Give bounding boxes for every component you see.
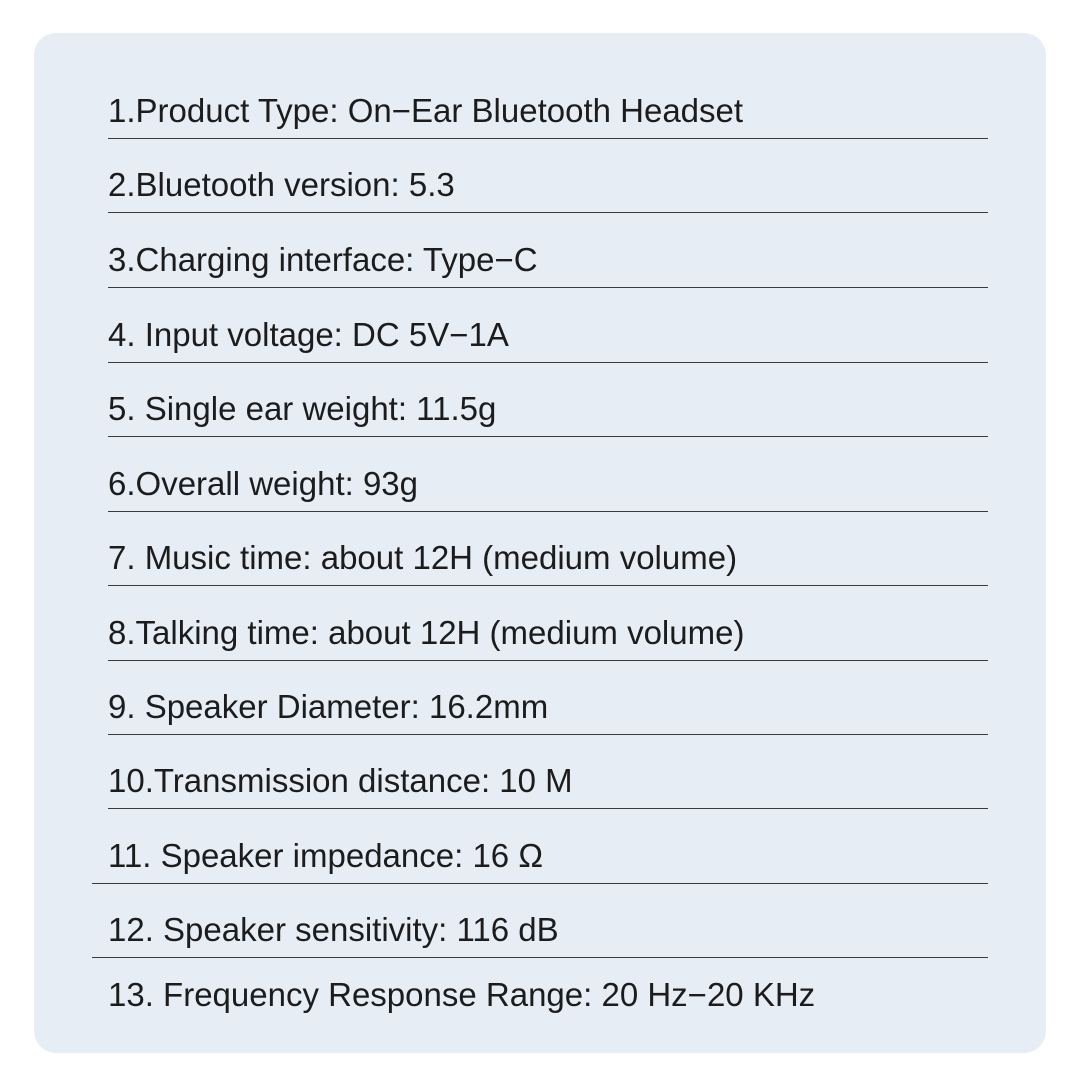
- spec-item-text: 9. Speaker Diameter: 16.2mm: [108, 688, 549, 725]
- spec-item-text: 13. Frequency Response Range: 20 Hz−20 KHz: [108, 976, 816, 1013]
- spec-item-text: 5. Single ear weight: 11.5g: [108, 390, 497, 427]
- spec-row-single-ear-weight: [108, 389, 988, 437]
- spec-item-text: 3.Charging interface: Type−C: [108, 241, 538, 278]
- spec-item-text: 12. Speaker sensitivity: 116 dB: [108, 911, 559, 948]
- spec-row-overall-weight: [108, 464, 988, 512]
- spec-row-speaker-sensitivity: [92, 910, 988, 958]
- spec-row-bluetooth-version: [108, 165, 988, 213]
- spec-item-text: 6.Overall weight: 93g: [108, 465, 419, 502]
- spec-row-frequency-response: [108, 974, 988, 1022]
- spec-row-speaker-impedance: [92, 836, 988, 884]
- spec-item-text: 8.Talking time: about 12H (medium volume): [108, 614, 745, 651]
- spec-row-charging-interface: [108, 240, 988, 288]
- spec-row-speaker-diameter: [108, 687, 988, 735]
- spec-item-text: 4. Input voltage: DC 5V−1A: [108, 316, 509, 353]
- spec-item-text: 1.Product Type: On−Ear Bluetooth Headset: [108, 92, 744, 129]
- spec-row-input-voltage: [108, 315, 988, 363]
- spec-item-text: 11. Speaker impedance: 16 Ω: [108, 837, 543, 874]
- spec-item-text: 10.Transmission distance: 10 M: [108, 762, 573, 799]
- spec-row-transmission-distance: [108, 761, 988, 809]
- spec-item-text: 2.Bluetooth version: 5.3: [108, 166, 455, 203]
- spec-item-text: 7. Music time: about 12H (medium volume): [108, 539, 738, 576]
- spec-row-talking-time: [108, 613, 988, 661]
- spec-row-music-time: [108, 538, 988, 586]
- spec-row-product-type: [108, 91, 988, 139]
